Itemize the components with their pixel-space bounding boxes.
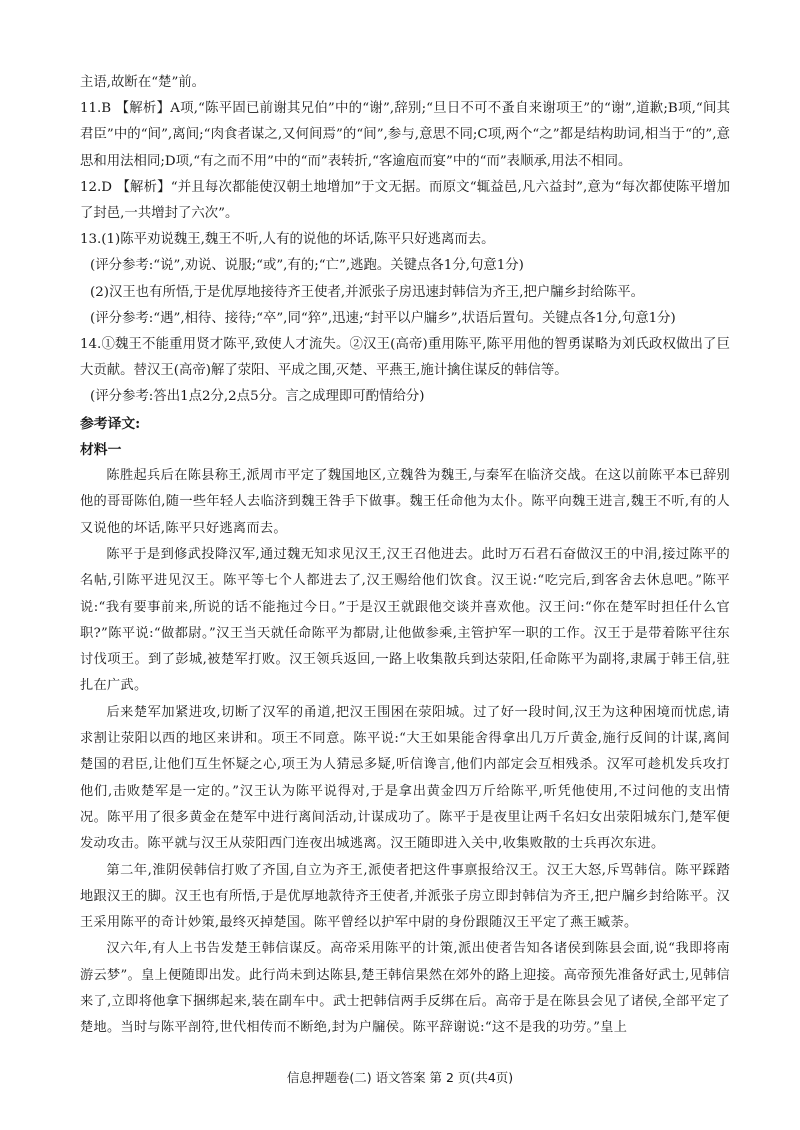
translation-paragraph: 后来楚军加紧进攻,切断了汉军的甬道,把汉王围困在荥阳城。过了好一段时间,汉王为这种困境而忧虑,请求割让荥阳以西的地区来讲和。项王不同意。陈平说:“大王如果能舍得拿出几万斤黄金,施行反间的计谋,离间楚国的君臣,让他们互生怀疑之心,项王为人猜忌多疑,听信谗言,他们内部定会互相残杀。汉军可趁机发兵攻打他们,击败楚军是一定的。”汉王认为陈平说得对,于是拿出黄金四万斤给陈平,听凭他使用,不过问他的支出情况。陈平用了很多黄金在楚军中进行离间活动,计谋成功了。陈平于是夜里让两千名妇女出荥阳城东门,楚军便发动攻击。陈平就与汉王从荥阳西门连夜出城逃离。汉王随即进入关中,收集败散的士兵再次东进。 xyxy=(80,704,730,852)
answer-q13-1: 13.(1)陈平劝说魏王,魏王不听,人有的说他的坏话,陈平只好逃离而去。 xyxy=(80,232,495,248)
translation-subtitle: 材料一 xyxy=(80,441,122,458)
translation-paragraph: 汉六年,有人上书告发楚王韩信谋反。高帝采用陈平的计策,派出使者告知各诸侯到陈县会面,说“我即将南游云梦”。皇上便随即出发。此行尚未到达陈县,楚王韩信果然在郊外的路上迎接。高帝预先准备好武士,见韩信来了,立即将他拿下捆绑起来,装在副车中。武士把韩信两手反绑在后。高帝于是在陈县会见了诸侯,全部平定了楚地。当时与陈平剖符,世代相传而不断绝,封为户牖侯。陈平辞谢说:“这不是我的功劳。”皇上 xyxy=(80,941,730,1036)
answer-q14: 14.①魏王不能重用贤才陈平,致使人才流失。②汉王(高帝)重用陈平,陈平用他的智勇谋略为刘氏政权做出了巨大贡献。替汉王(高帝)解了荥阳、平成之围,灭楚、平燕王,施计擒住谋反的韩信等。 xyxy=(80,337,730,379)
answer-q11: 11.B 【解析】A项,“陈平固已前谢其兄伯”中的“谢”,辞别;“旦日不可不蚤自来谢项王”的“谢”,道歉;B项,“间其君臣”中的“间”,离间;“肉食者谋之,又何间焉”的“间”,参与,意思不同;C项,两个“之”都是结构助词,相当于“的”,意思和用法相同;D项,“有之而不用”中的“而”表转折,“客逾庖而宴”中的“而”表顺承,用法不相同。 xyxy=(80,101,730,169)
answer-q13-2: (2)汉王也有所悟,于是优厚地接待齐王使者,并派张子房迅速封韩信为齐王,把户牖乡封给陈平。 xyxy=(90,284,644,300)
translation-paragraph: 陈平于是到修武投降汉军,通过魏无知求见汉王,汉王召他进去。此时万石君石奋做汉王的中涓,接过陈平的名帖,引陈平进见汉王。陈平等七个人都进去了,汉王赐给他们饮食。汉王说:“吃完后,到客舍去休息吧。”陈平说:“我有要事前来,所说的话不能拖过今日。”于是汉王就跟他交谈并喜欢他。汉王问:“你在楚军时担任什么官职?”陈平说:“做都尉。”汉王当天就任命陈平为都尉,让他做参乘,主管护军一职的工作。汉王于是带着陈平往东讨伐项王。到了彭城,被楚军打败。汉王领兵返回,一路上收集散兵到达荥阳,任命陈平为副将,隶属于韩王信,驻扎在广武。 xyxy=(80,546,730,694)
translation-title: 参考译文: xyxy=(80,415,141,432)
answer-q14-score: (评分参考:答出1点2分,2点5分。言之成理即可酌情给分) xyxy=(90,389,425,405)
answer-line-continuation: 主语,故断在“楚”前。 xyxy=(80,75,206,90)
answer-q13-1-score: (评分参考:“说”,劝说、说服;“或”,有的;“亡”,逃跑。关键点各1分,句意1分) xyxy=(90,258,524,274)
answer-q13-2-score: (评分参考:“遇”,相待、接待;“卒”,同“猝”,迅速;“封平以户牖乡”,状语后置句。关键点各1分,句意1分) xyxy=(90,310,676,326)
translation-paragraph: 陈胜起兵后在陈县称王,派周市平定了魏国地区,立魏咎为魏王,与秦军在临济交战。在这以前陈平本已辞别他的哥哥陈伯,随一些年轻人去临济到魏王咎手下做事。魏王任命他为太仆。陈平向魏王进言,魏王不听,有的人又说他的坏话,陈平只好逃离而去。 xyxy=(80,468,730,536)
page-footer: 信息押题卷(二) 语文答案 第 2 页(共4页) xyxy=(286,1070,514,1085)
answer-q12: 12.D 【解析】“并且每次都能使汉朝土地增加”于文无据。而原文“辄益邑,凡六益封”,意为“每次都使陈平增加了封邑,一共增封了六次”。 xyxy=(80,179,730,222)
translation-paragraph: 第二年,淮阴侯韩信打败了齐国,自立为齐王,派使者把这件事禀报给汉王。汉王大怒,斥骂韩信。陈平踩踏地跟汉王的脚。汉王也有所悟,于是优厚地款待齐王使者,并派张子房立即封韩信为齐王,把户牖乡封给陈平。汉王采用陈平的奇计妙策,最终灭掉楚国。陈平曾经以护军中尉的身份跟随汉王平定了燕王臧荼。 xyxy=(80,862,730,931)
answer-content xyxy=(80,70,730,1042)
